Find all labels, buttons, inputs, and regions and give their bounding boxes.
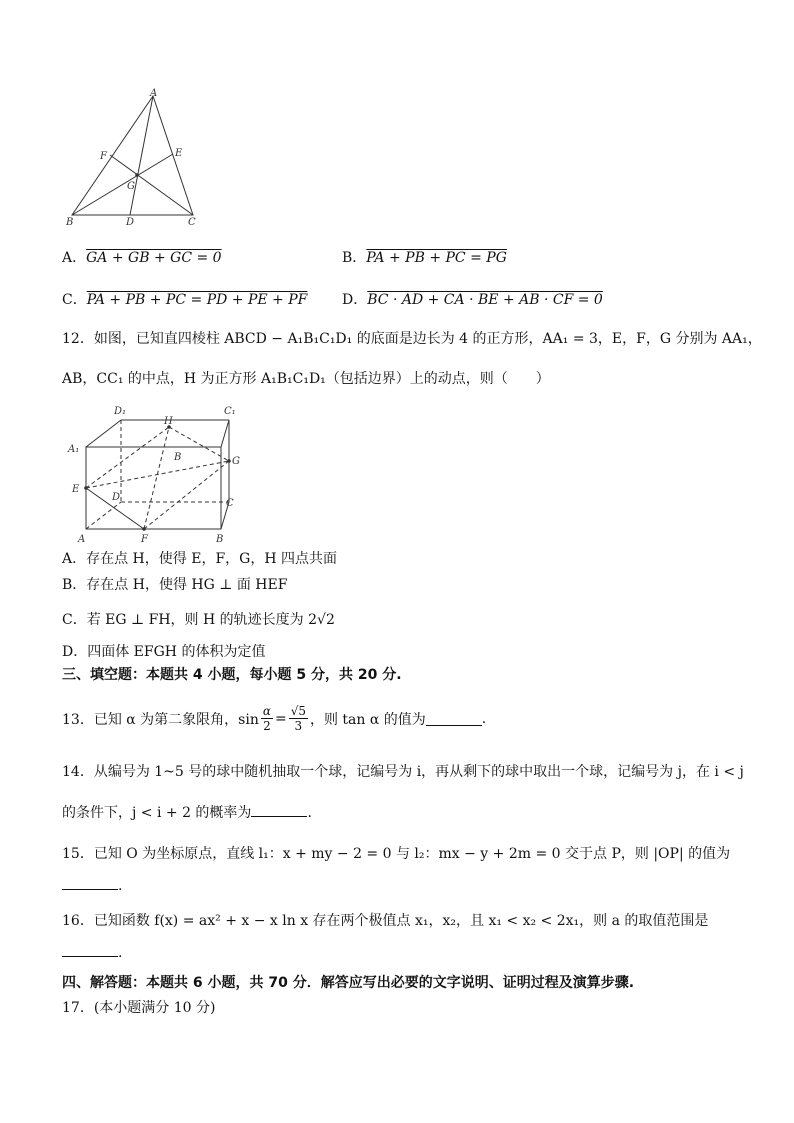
answer-blank[interactable] xyxy=(62,942,118,957)
q17-heading: 17．(本小题满分 10 分) xyxy=(62,1000,216,1016)
label-A: A xyxy=(150,88,158,99)
label-D1: D₁ xyxy=(114,406,127,417)
label-G: G xyxy=(127,181,135,192)
q16-line1: 16．已知函数 f(x) = ax² + x − x ln x 存在两个极值点 x₁，x₂，且 x₁ < x₂ < 2x₁，则 a 的取值范围是 xyxy=(62,913,709,929)
q12-option-c: C．若 EG ⊥ FH，则 H 的轨迹长度为 2√2 xyxy=(62,612,335,628)
label-H: H xyxy=(164,416,173,427)
vector-expression: GA + GB + GC = 0 xyxy=(86,250,222,266)
section4-heading: 四、解答题：本题共 6 小题，共 70 分．解答应写出必要的文字说明、证明过程及演算步骤. xyxy=(62,975,635,991)
q11-option-d: D．BC · AD + CA · BE + AB · CF = 0 xyxy=(342,292,603,308)
q12-line2: AB，CC₁ 的中点，H 为正方形 A₁B₁C₁D₁（包括边界）上的动点，则（ ） xyxy=(62,371,550,387)
q11-option-c: C．PA + PB + PC = PD + PE + PF xyxy=(62,292,308,308)
label-C: C xyxy=(226,498,234,509)
vector-expression: PA + PB + PC = PG xyxy=(366,250,507,266)
vector-expression: PA + PB + PC = PD + PE + PF xyxy=(86,292,308,308)
q13-line: 13．已知 α 为第二象限角，sin $\frac{\alpha}{2}$ = $\frac{√5}{3}$ ，则 tan α 的值为 . xyxy=(62,704,487,733)
q15-line1: 15．已知 O 为坐标原点，直线 l₁：x + my − 2 = 0 与 l₂：mx − y + 2m = 0 交于点 P，则 |OP| 的值为 xyxy=(62,846,731,862)
triangle-figure xyxy=(60,88,210,233)
vector-expression: BC · AD + CA · BE + AB · CF = 0 xyxy=(367,292,603,308)
label-B: B xyxy=(66,217,74,228)
label-A: A xyxy=(78,534,86,545)
q12-option-a: A．存在点 H，使得 E，F，G，H 四点共面 xyxy=(62,551,337,567)
q11-option-b: B．PA + PB + PC = PG xyxy=(342,250,507,266)
q11-option-a: A．GA + GB + GC = 0 xyxy=(62,250,222,266)
label-D: D xyxy=(112,492,121,503)
q16-line2: . xyxy=(62,942,122,961)
q12-option-b: B．存在点 H，使得 HG ⊥ 面 HEF xyxy=(62,577,288,593)
q12-line1: 12．如图，已知直四棱柱 ABCD − A₁B₁C₁D₁ 的底面是边长为 4 的正方形，AA₁ = 3，E，F，G 分别为 AA₁， xyxy=(62,331,762,347)
label-B: B xyxy=(216,534,224,545)
label-F: F xyxy=(100,151,107,162)
prism-figure xyxy=(64,402,254,548)
q12-option-d: D．四面体 EFGH 的体积为定值 xyxy=(62,644,266,660)
section3-heading: 三、填空题：本题共 4 小题，每小题 5 分，共 20 分. xyxy=(62,667,402,683)
label-D: D xyxy=(126,217,135,228)
label-A1: A₁ xyxy=(68,444,80,455)
answer-blank[interactable] xyxy=(62,875,118,890)
label-C: C xyxy=(188,217,196,228)
fraction-alpha-over-2: $\frac{\alpha}{2}$ xyxy=(262,704,271,733)
q14-line2: 的条件下，j < i + 2 的概率为 . xyxy=(62,802,312,822)
q14-line1: 14．从编号为 1~5 号的球中随机抽取一个球，记编号为 i，再从剩下的球中取出一个球，记编号为 j，在 i < j xyxy=(62,764,744,780)
fraction-sqrt5-over-3: $\frac{√5}{3}$ xyxy=(290,704,306,733)
label-G: G xyxy=(232,456,240,467)
answer-blank[interactable] xyxy=(251,802,307,817)
label-F: F xyxy=(141,534,148,545)
label-E: E xyxy=(72,484,80,495)
label-C1: C₁ xyxy=(224,406,236,417)
answer-blank[interactable] xyxy=(426,711,482,726)
q15-line2: . xyxy=(62,875,122,894)
label-E: E xyxy=(175,148,183,159)
label-B1: B xyxy=(174,452,182,463)
